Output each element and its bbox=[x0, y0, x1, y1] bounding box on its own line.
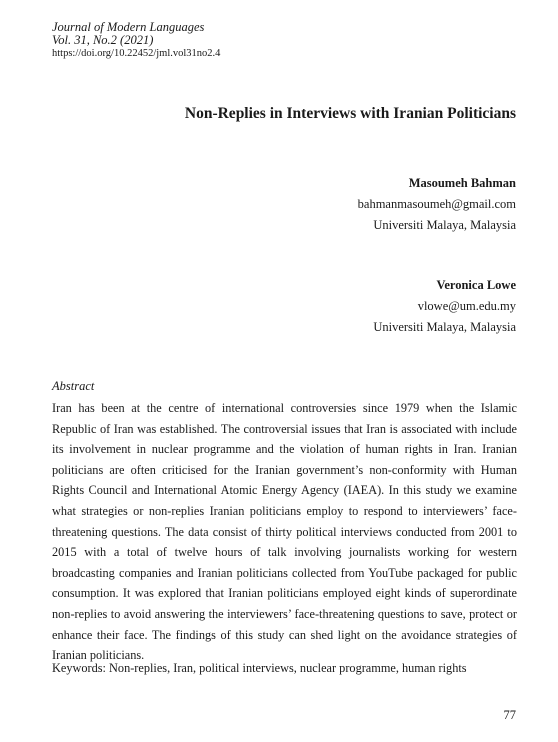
journal-name: Journal of Modern Languages bbox=[52, 20, 205, 34]
keywords-line: Keywords: Non-replies, Iran, political interviews, nuclear programme, human rights bbox=[52, 661, 467, 675]
author-name: Masoumeh Bahman bbox=[408, 176, 516, 190]
journal-header bbox=[52, 21, 220, 60]
author-affiliation: Universiti Malaya, Malaysia bbox=[373, 320, 516, 334]
journal-volume: Vol. 31, No.2 (2021) bbox=[52, 33, 154, 47]
abstract-text: Iran has been at the centre of international controversies since 1979 when the Islamic Republic of Iran was established. The controversial issues that Iran is associated with include its involvement in nuclear programme and the violation of human rights in Iran. Iranian politicians are often criticised for the Iranian government’s non-conformity with Human Rights Council and International Atomic Energy Agency (IAEA). In this study we examine what strategies or non-replies Iranian politicians employ to respond to interviewers’ face-threatening questions. The data consist of thirty political interviews conducted from 2001 to 2015 with a total of twelve hours of talk involving journalists working for western broadcasting companies and Iranian politicians collected from YouTube packaged for public consumption. It was explored that Iranian politicians employed eight kinds of superordinate non-replies to avoid answering the interviewers’ face-threatening questions to save, protect or enhance their face. The findings of this study can shed light on the avoidance strategies of Iranian politicians. bbox=[52, 401, 517, 663]
author-email[interactable]: vlowe@um.edu.my bbox=[417, 299, 516, 313]
author-email[interactable]: bahmanmasoumeh@gmail.com bbox=[357, 197, 516, 211]
author-name: Veronica Lowe bbox=[436, 278, 516, 292]
doi-link[interactable]: https://doi.org/10.22452/jml.vol31no2.4 bbox=[52, 48, 221, 59]
author-affiliation: Universiti Malaya, Malaysia bbox=[373, 218, 516, 232]
page-number: 77 bbox=[503, 708, 516, 722]
author-block bbox=[373, 275, 516, 338]
abstract-heading: Abstract bbox=[52, 379, 95, 393]
author-block bbox=[358, 173, 516, 236]
paper-title: Non-Replies in Interviews with Iranian Politicians bbox=[184, 105, 516, 122]
